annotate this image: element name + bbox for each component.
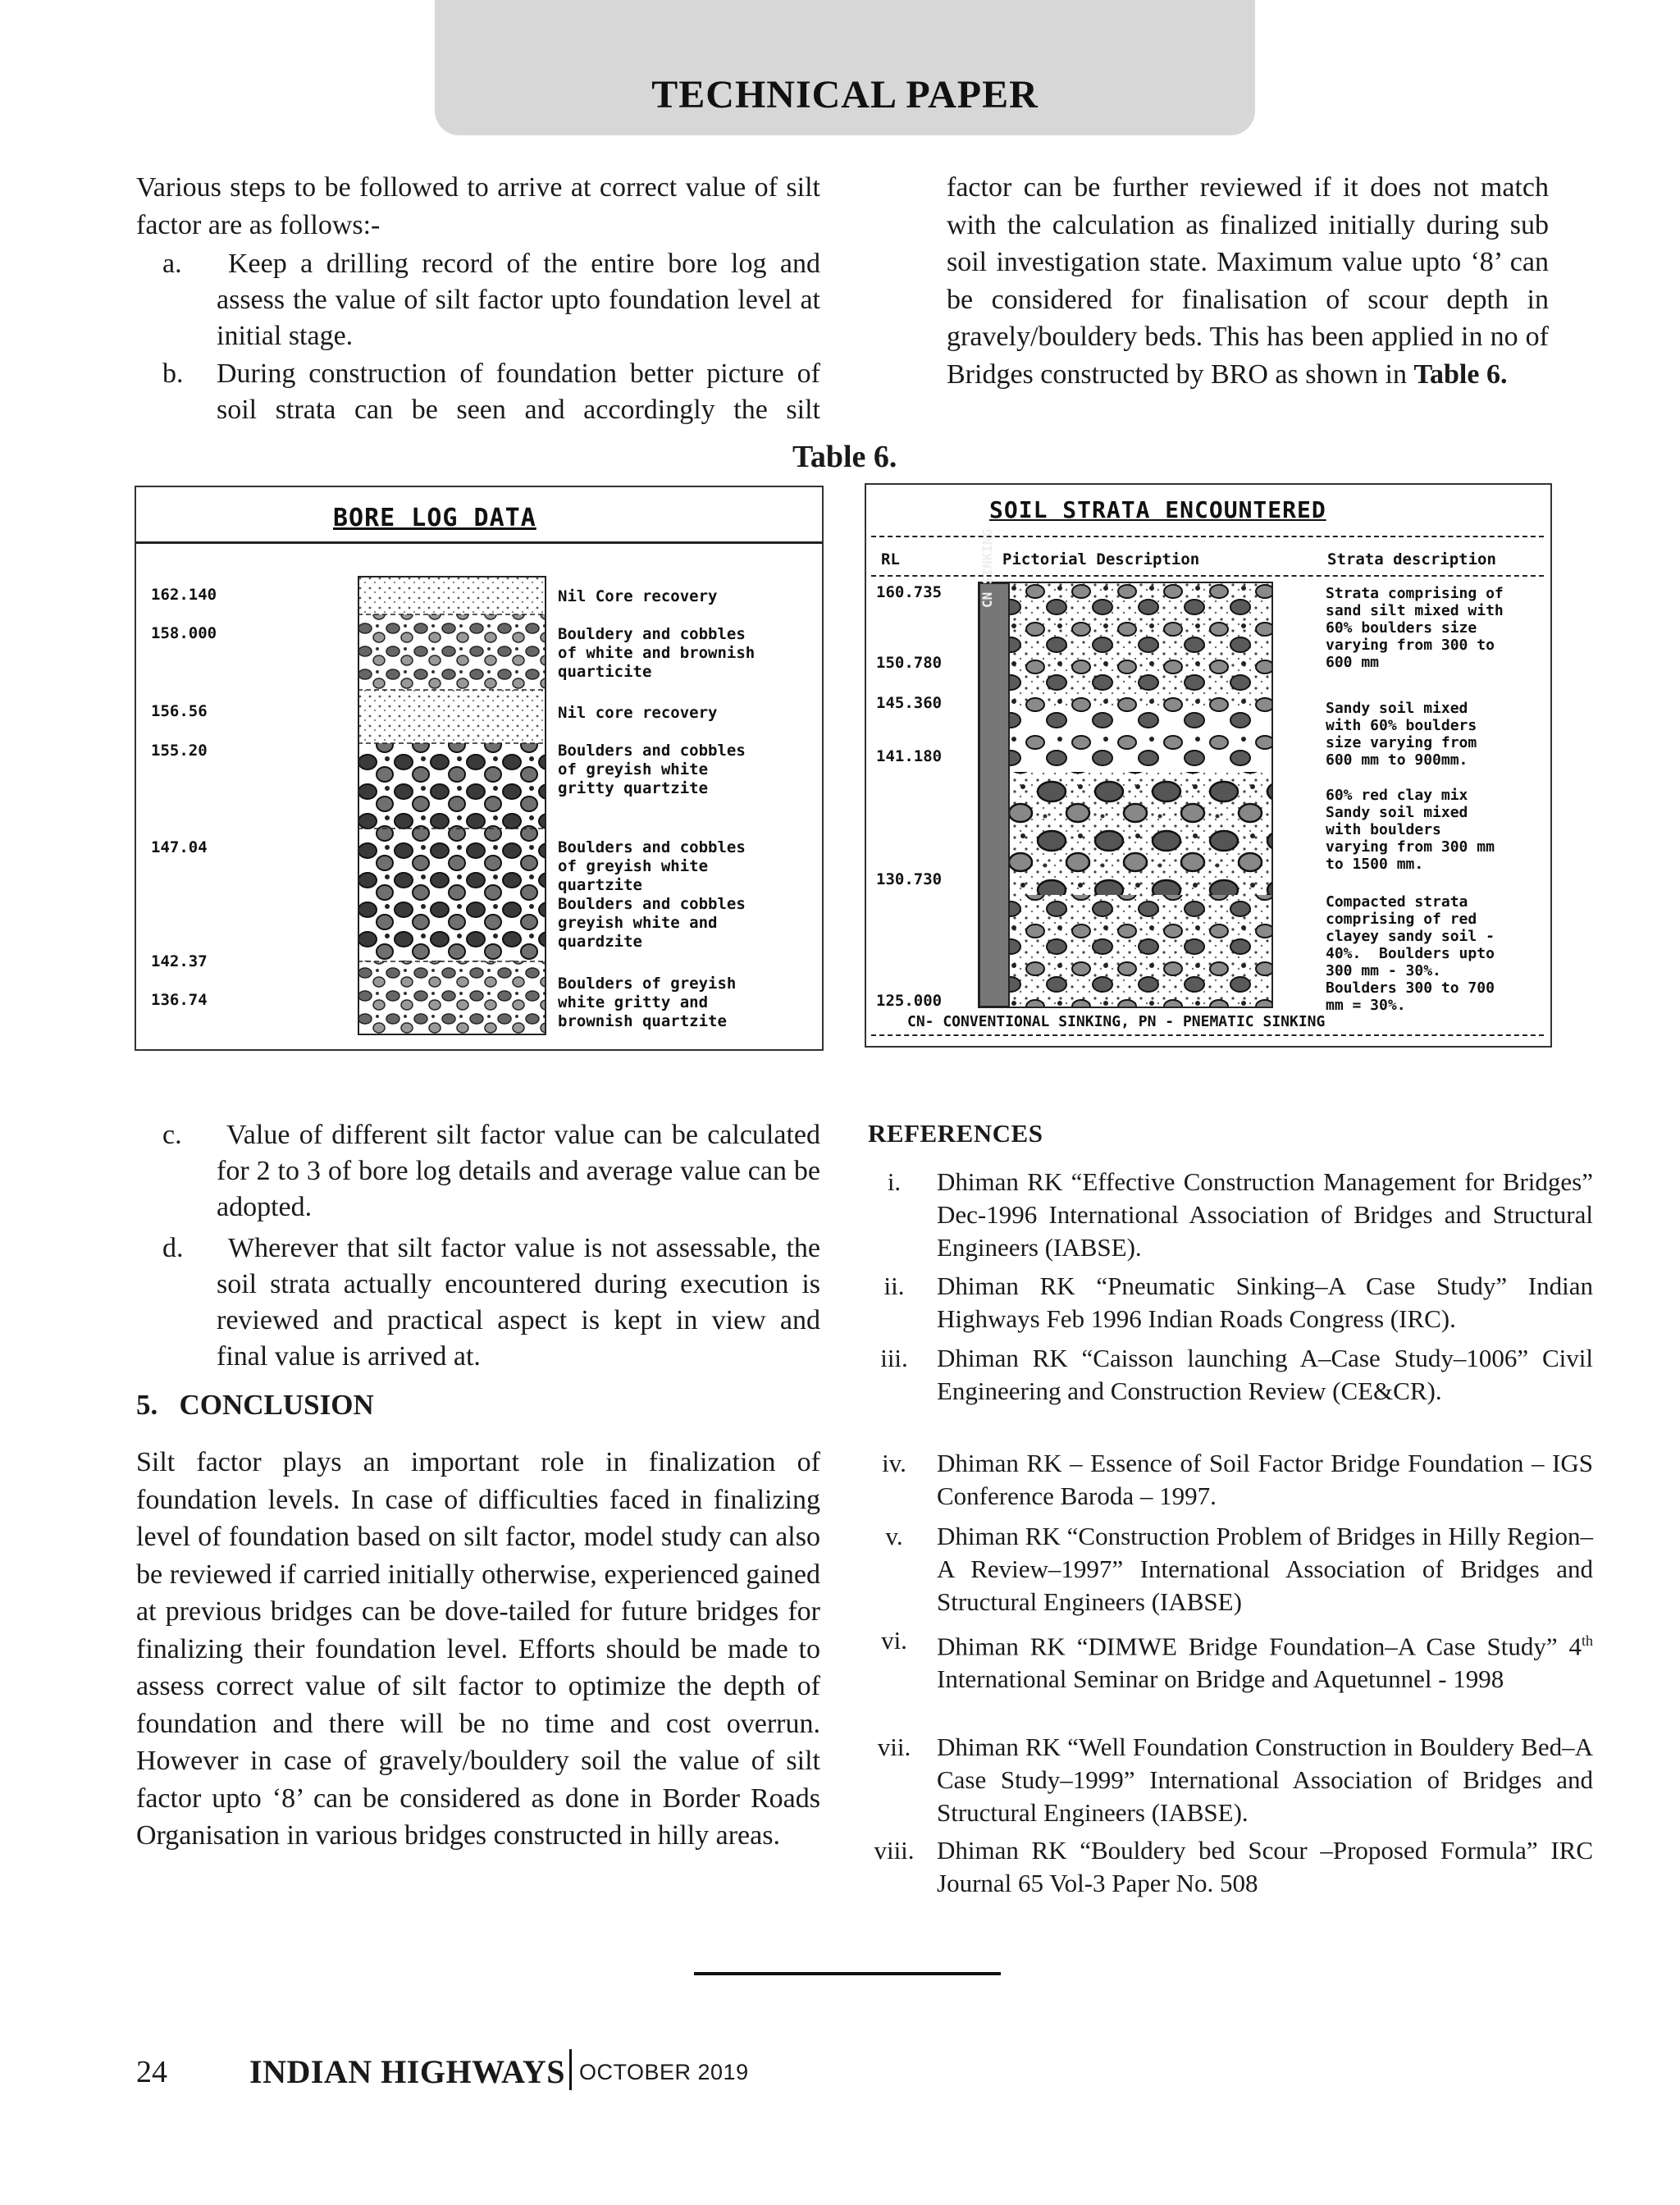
bore-log-description: Boulders of greyish white gritty and brownish quartzite [558,975,737,1030]
reference-text-part: International Seminar on Bridge and Aquetunnel - 1998 [937,1664,1504,1694]
strata-description: Compacted strata comprising of red clayey sandy soil - 40%. Boulders upto 300 mm - 30%. Boulders 300 to 700 mm = 30%. [1326,893,1495,1014]
strata-description: Strata comprising of sand silt mixed with 60% boulders size varying from 300 to 600 mm [1326,585,1504,671]
list-marker: b. [162,358,184,389]
conclusion-heading: 5. CONCLUSION [136,1389,374,1421]
soil-strata-rl: 130.730 [876,870,943,888]
bore-log-title: BORE LOG DATA [333,504,536,532]
reference-text: Dhiman RK “Bouldery bed Scour –Proposed Formula” IRC Journal 65 Vol-3 Paper No. 508 [937,1836,1593,1897]
bore-log-rl: 162.140 [151,586,217,604]
intro-paragraph: Various steps to be followed to arrive at correct value of silt factor are as follows:- [136,172,820,240]
conclusion-paragraph: Silt factor plays an important role in finalization of foundation levels. In case of difficulties faced in finalizing level of foundation based on silt factor, model study can also be reviewed if carried initially otherwise, experienced gained at previous bridges can be dove-tailed for future bridges for finalizing their foundation level. Efforts should be made to assess correct value of silt factor to optimize the depth of foundation and there will be no time and cost overrun. However in case of gravely/bouldery soil the value of silt factor upto ‘8’ can be considered as done in Border Roads Organisation in various bridges constructed in hilly areas. [136,1447,820,1851]
list-marker: d. [162,1233,184,1263]
bore-log-rl: 142.37 [151,952,208,970]
bore-log-description: Nil core recovery [558,704,718,722]
soil-strata-rl: 145.360 [876,694,943,712]
bore-log-description: Nil Core recovery [558,587,718,605]
soil-strata-rl: 160.735 [876,583,943,601]
reference-text-part: Dhiman RK “DIMWE Bridge Foundation–A Case Study” 4 [937,1632,1582,1661]
list-item-text: Value of different silt factor value can be calculated for 2 to 3 of bore log details and average value can be adopted. [217,1120,820,1222]
references-heading: REFERENCES [868,1119,1043,1148]
soil-strata-column [978,582,1273,1008]
page-number: 24 [136,2055,167,2089]
reference-text: Dhiman RK “Effective Construction Management for Bridges” Dec-1996 International Association of Bridges and Structural Engineers (IABSE). [937,1167,1593,1262]
issue-date: OCTOBER 2019 [579,2060,749,2084]
divider [136,541,822,544]
reference-text [937,1624,1593,1696]
strata-description: Sandy soil mixed with 60% boulders size varying from 600 mm to 900mm. [1326,700,1477,769]
reference-text: Dhiman RK “Well Foundation Construction in Bouldery Bed–A Case Study–1999” International Association of Bridges and Structural Engineers (IABSE). [937,1732,1593,1827]
soil-strata-rl: 141.180 [876,747,943,765]
strata-description: 60% red clay mix Sandy soil mixed with boulders varying from 300 mm to 1500 mm. [1326,787,1495,873]
magazine-name: INDIAN HIGHWAYS [249,2053,565,2090]
reference-number: v. [885,1522,903,1550]
bore-log-rl: 155.20 [151,742,208,760]
list-item-text: During construction of foundation better picture of soil strata can be seen and accordingly the silt [217,358,820,425]
divider [871,1034,1544,1036]
cn-sinking-label: CN SINKING [979,528,995,608]
legend: CN- CONVENTIONAL SINKING, PN - PNEMATIC SINKING [907,1013,1326,1030]
reference-text: Dhiman RK “Caisson launching A–Case Study–1006” Civil Engineering and Construction Review (CE&CR). [937,1344,1593,1405]
soil-strata-title: SOIL STRATA ENCOUNTERED [989,496,1326,523]
list-item-text: Keep a drilling record of the entire bore log and assess the value of silt factor upto foundation level at initial stage. [217,249,820,351]
divider [871,536,1544,537]
bore-log-description: Boulders and cobbles of greyish white quartzite Boulders and cobbles greyish white and quardzite [558,838,746,951]
bore-log-rl: 156.56 [151,702,208,720]
bore-log-rl: 158.000 [151,624,217,642]
bore-log-rl: 147.04 [151,838,208,856]
right-top-paragraph [947,169,1549,393]
soil-strata-rl: 150.780 [876,654,943,672]
reference-number: vii. [877,1732,911,1761]
bore-log-column [358,576,546,1035]
bore-log-description: Boulders and cobbles of greyish white gritty quartzite [558,742,746,797]
list-item-text: Wherever that silt factor value is not assessable, the soil strata actually encountered during execution is reviewed and practical aspect is kept in view and final value is arrived at. [217,1233,820,1372]
divider [871,575,1544,577]
column-header-pictorial: Pictorial Description [1002,550,1200,568]
list-marker: a. [162,249,182,279]
page-section-title: TECHNICAL PAPER [651,73,1039,116]
bore-log-rl: 136.74 [151,991,208,1009]
closing-rule [694,1972,1001,1975]
table-reference: Table 6. [1413,358,1508,390]
reference-number: iv. [882,1449,906,1477]
column-header-strata: Strata description [1327,550,1496,568]
table-caption: Table 6. [792,440,897,474]
footer-separator [569,2049,572,2090]
column-header-rl: RL [881,550,900,568]
reference-text: Dhiman RK “Pneumatic Sinking–A Case Study” Indian Highways Feb 1996 Indian Roads Congress (IRC). [937,1271,1593,1333]
paragraph-text: factor can be further reviewed if it does not match with the calculation as finalized initially during sub soil investigation state. Maximum value upto ‘8’ can be considered for finalisation of scour depth in gravely/bouldery beds. This has been applied in no of Bridges constructed by BRO as shown in [947,172,1549,390]
soil-strata-rl: 125.000 [876,992,943,1010]
list-marker: c. [162,1120,182,1150]
reference-number: i. [887,1167,902,1196]
soil-strata-figure [865,483,1552,1048]
reference-text: Dhiman RK – Essence of Soil Factor Bridge Foundation – IGS Conference Baroda – 1997. [937,1449,1593,1510]
reference-text: Dhiman RK “Construction Problem of Bridges in Hilly Region–A Review–1997” International Association of Bridges and Structural Engineers (IABSE) [937,1522,1593,1616]
reference-number: viii. [874,1836,915,1865]
superscript: th [1581,1632,1593,1649]
reference-number: vi. [881,1626,907,1655]
bore-log-description: Bouldery and cobbles of white and brownish quarticite [558,625,756,681]
bore-log-figure [135,486,824,1051]
reference-number: ii. [883,1271,905,1300]
reference-number: iii. [880,1344,908,1372]
